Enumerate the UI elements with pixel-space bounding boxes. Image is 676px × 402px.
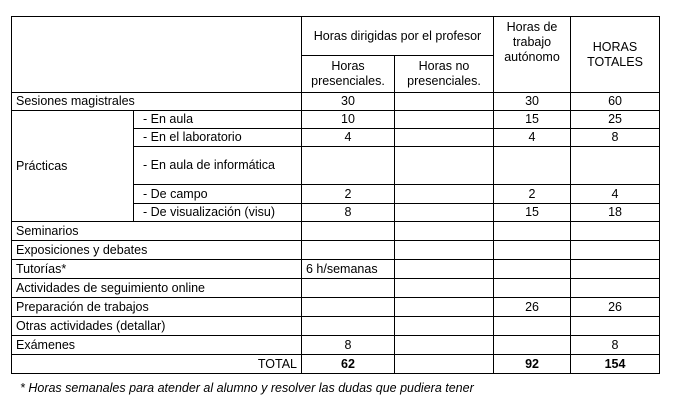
row-label: Otras actividades (detallar) <box>12 317 302 336</box>
table-row-sesiones <box>12 93 660 111</box>
cell-total <box>571 317 660 336</box>
table-row-en-aula <box>12 111 660 129</box>
cell-autonomous-total: 92 <box>494 355 571 374</box>
cell-total: 25 <box>571 111 660 129</box>
cell-non-presential <box>395 260 494 279</box>
cell-autonomous: 4 <box>494 129 571 147</box>
cell-presential: 10 <box>302 111 395 129</box>
cell-non-presential <box>395 279 494 298</box>
row-label: Sesiones magistrales <box>12 93 302 111</box>
cell-grand-total: 154 <box>571 355 660 374</box>
cell-presential: 30 <box>302 93 395 111</box>
row-label: Preparación de trabajos <box>12 298 302 317</box>
cell-total: 18 <box>571 204 660 222</box>
cell-non-presential <box>395 222 494 241</box>
cell-autonomous <box>494 279 571 298</box>
cell-total: 8 <box>571 336 660 355</box>
row-label: - De visualización (visu) <box>134 204 302 222</box>
cell-autonomous <box>494 222 571 241</box>
header-directed-group: Horas dirigidas por el profesor <box>302 17 494 56</box>
cell-total <box>571 260 660 279</box>
cell-non-presential <box>395 336 494 355</box>
cell-non-presential <box>395 111 494 129</box>
cell-total: 8 <box>571 129 660 147</box>
cell-autonomous: 15 <box>494 111 571 129</box>
cell-total <box>571 147 660 185</box>
practicas-label: Prácticas <box>12 111 134 222</box>
total-label: TOTAL <box>12 355 302 374</box>
table-row-examenes <box>12 336 660 355</box>
cell-total <box>571 279 660 298</box>
cell-non-presential <box>395 204 494 222</box>
row-label: - En el laboratorio <box>134 129 302 147</box>
table-row-tutorias <box>12 260 660 279</box>
cell-non-presential <box>395 93 494 111</box>
table-row-preparacion <box>12 298 660 317</box>
cell-presential <box>302 241 395 260</box>
header-empty-cell <box>12 17 302 93</box>
cell-non-presential <box>395 241 494 260</box>
cell-total: 4 <box>571 185 660 204</box>
row-label: - En aula <box>134 111 302 129</box>
cell-non-presential <box>395 129 494 147</box>
table-row-seminarios <box>12 222 660 241</box>
row-label: Tutorías* <box>12 260 302 279</box>
row-label: Exposiciones y debates <box>12 241 302 260</box>
cell-non-presential <box>395 317 494 336</box>
header-total-hours: HORAS TOTALES <box>571 17 660 93</box>
cell-presential: 8 <box>302 336 395 355</box>
cell-non-presential <box>395 298 494 317</box>
cell-presential <box>302 298 395 317</box>
cell-non-presential <box>395 147 494 185</box>
cell-autonomous <box>494 260 571 279</box>
cell-presential: 8 <box>302 204 395 222</box>
cell-presential: 6 h/semanas <box>302 260 395 279</box>
footnote: * Horas semanales para atender al alumno y resolver las dudas que pudiera tener <box>20 381 474 395</box>
cell-non-presential <box>395 185 494 204</box>
cell-total <box>571 241 660 260</box>
row-label: Exámenes <box>12 336 302 355</box>
cell-autonomous: 2 <box>494 185 571 204</box>
cell-presential <box>302 279 395 298</box>
cell-presential <box>302 147 395 185</box>
cell-presential: 2 <box>302 185 395 204</box>
cell-autonomous: 30 <box>494 93 571 111</box>
cell-autonomous <box>494 241 571 260</box>
cell-autonomous: 26 <box>494 298 571 317</box>
cell-presential-total: 62 <box>302 355 395 374</box>
hours-table <box>11 16 660 374</box>
table-row-seguimiento <box>12 279 660 298</box>
header-non-presential: Horas no presenciales. <box>395 56 494 93</box>
header-autonomous: Horas de trabajo autónomo <box>494 17 571 93</box>
cell-autonomous <box>494 317 571 336</box>
row-label: Actividades de seguimiento online <box>12 279 302 298</box>
cell-total <box>571 222 660 241</box>
cell-presential <box>302 317 395 336</box>
cell-autonomous <box>494 147 571 185</box>
cell-presential: 4 <box>302 129 395 147</box>
table-row-total <box>12 355 660 374</box>
header-row <box>12 17 660 56</box>
cell-autonomous: 15 <box>494 204 571 222</box>
cell-non-presential-total <box>395 355 494 374</box>
cell-presential <box>302 222 395 241</box>
row-label: Seminarios <box>12 222 302 241</box>
cell-total: 26 <box>571 298 660 317</box>
cell-total: 60 <box>571 93 660 111</box>
header-presential: Horas presenciales. <box>302 56 395 93</box>
cell-autonomous <box>494 336 571 355</box>
table-row-otras <box>12 317 660 336</box>
row-label: - En aula de informática <box>134 147 302 185</box>
row-label: - De campo <box>134 185 302 204</box>
table-row-exposiciones <box>12 241 660 260</box>
